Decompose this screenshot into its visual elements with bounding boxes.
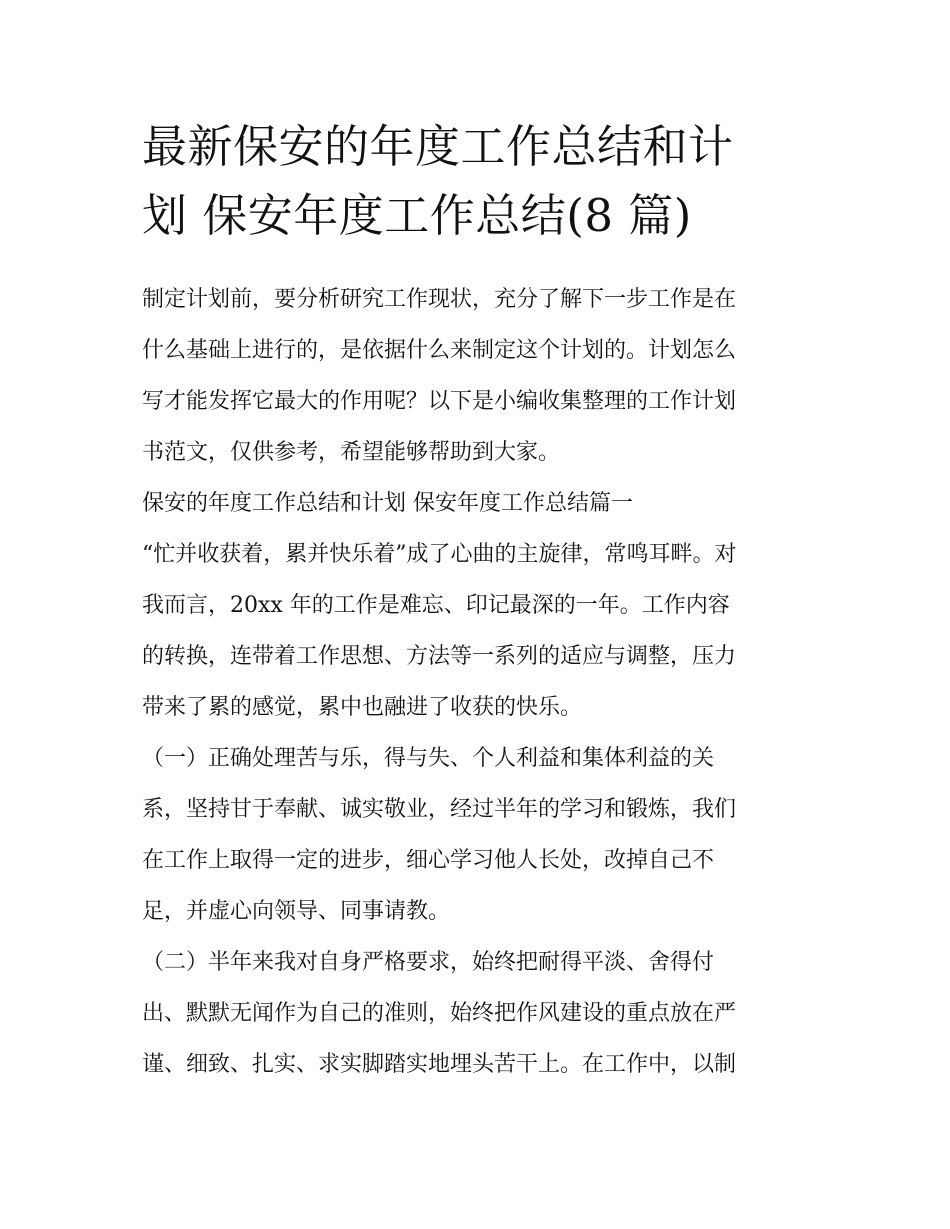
paragraph-line: （二）半年来我对自身严格要求，始终把耐得平淡、舍得付: [142, 950, 715, 975]
paragraph-3: [142, 937, 817, 1090]
intro-line: 什么基础上进行的，是依据什么来制定这个计划的。计划怎么: [142, 338, 737, 363]
paragraph-1: [142, 529, 817, 733]
section-heading: 保安的年度工作总结和计划 保安年度工作总结篇一: [142, 491, 633, 516]
intro-line: 书范文，仅供参考，希望能够帮助到大家。: [142, 440, 561, 465]
intro-line: 写才能发挥它最大的作用呢？以下是小编收集整理的工作计划: [142, 389, 737, 414]
paragraph-line: （一）正确处理苦与乐，得与失、个人利益和集体利益的关: [142, 746, 715, 771]
document-title: [142, 112, 817, 250]
paragraph-line: 我而言，20xx 年的工作是难忘、印记最深的一年。工作内容: [142, 593, 730, 618]
paragraph-line: 出、默默无闻作为自己的准则，始终把作风建设的重点放在严: [142, 1001, 737, 1026]
intro-paragraph: [142, 274, 817, 478]
document-body: [142, 112, 817, 1090]
paragraph-line: 足，并虚心向领导、同事请教。: [142, 899, 451, 924]
paragraph-2: [142, 733, 817, 937]
title-line-1: 最新保安的年度工作总结和计: [142, 120, 734, 173]
paragraph-line: 在工作上取得一定的进步，细心学习他人长处，改掉自己不: [142, 848, 715, 873]
paragraph-line: 系，坚持甘于奉献、诚实敬业，经过半年的学习和锻炼，我们: [142, 797, 737, 822]
title-line-2: 划 保安年度工作总结(8 篇): [142, 189, 692, 242]
paragraph-line: “忙并收获着，累并快乐着”成了心曲的主旋律，常鸣耳畔。对: [142, 542, 737, 567]
intro-line: 制定计划前，要分析研究工作现状，充分了解下一步工作是在: [142, 287, 737, 312]
paragraph-line: 谨、细致、扎实、求实脚踏实地埋头苦干上。在工作中，以制: [142, 1052, 737, 1077]
paragraph-line: 带来了累的感觉，累中也融进了收获的快乐。: [142, 695, 583, 720]
paragraph-line: 的转换，连带着工作思想、方法等一系列的适应与调整，压力: [142, 644, 737, 669]
